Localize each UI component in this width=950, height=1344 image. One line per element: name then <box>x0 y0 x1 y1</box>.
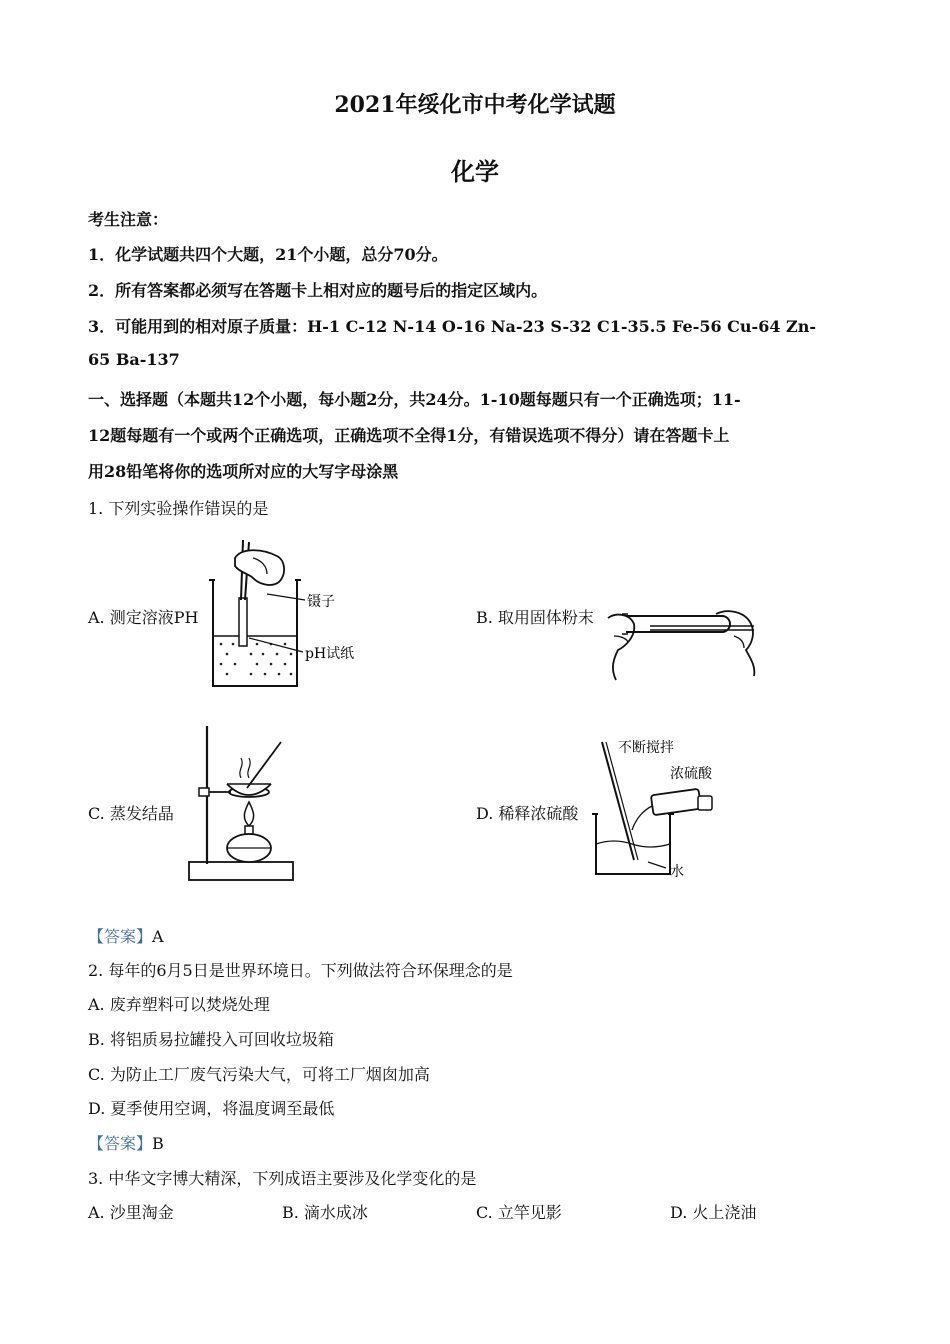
dilution-figure <box>590 738 740 887</box>
answer-tag: 【答案】 <box>88 1134 153 1153</box>
q2-option-a: A. 废弃塑料可以焚烧处理 <box>88 995 270 1014</box>
exam-title: 2021年绥化市中考化学试题 <box>334 92 616 118</box>
ph-test-figure <box>205 538 365 697</box>
q2-option-d: D. 夏季使用空调，将温度调至最低 <box>88 1099 335 1118</box>
q2-option-c: C. 为防止工厂废气污染大气，可将工厂烟囱加高 <box>88 1065 430 1084</box>
notice-item: 65 Ba-137 <box>88 350 180 369</box>
tweezers-label: 镊子 <box>307 594 335 610</box>
q2-answer <box>88 1131 868 1154</box>
question-1-stem: 1. 下列实验操作错误的是 <box>88 499 269 518</box>
q1-answer <box>88 924 868 947</box>
powder-figure <box>604 610 764 694</box>
q3-option-c: C. 立竿见影 <box>476 1203 562 1222</box>
question-3-stem: 3. 中华文字博大精深，下列成语主要涉及化学变化的是 <box>88 1169 477 1188</box>
q3-option-b: B. 滴水成冰 <box>282 1203 368 1222</box>
water-label: 水 <box>670 864 684 880</box>
stir-label: 不断搅拌 <box>618 740 674 756</box>
q1-option-d: D. 稀释浓硫酸 <box>476 804 579 823</box>
notice-item: 2．所有答案都必须写在答题卡上相对应的题号后的指定区域内。 <box>88 281 548 300</box>
notice-item: 1．化学试题共四个大题，21个小题，总分70分。 <box>88 245 448 264</box>
ph-paper-label: pH试纸 <box>305 646 355 662</box>
q2-option-b: B. 将铝质易拉罐投入可回收垃圾箱 <box>88 1030 334 1049</box>
notice-item: 3．可能用到的相对原子质量：H-1 C-12 N-14 O-16 Na-23 S-32 C1-35.5 Fe-56 Cu-64 Zn- <box>88 317 816 336</box>
q1-option-b: B. 取用固体粉末 <box>476 608 594 627</box>
answer-tag: 【答案】 <box>88 927 153 946</box>
q3-option-a: A. 沙里淘金 <box>88 1203 174 1222</box>
evaporation-figure <box>185 722 300 891</box>
q3-option-d: D. 火上浇油 <box>670 1203 757 1222</box>
subject-title: 化学 <box>451 157 499 186</box>
answer-value: B <box>152 1134 164 1153</box>
answer-value: A <box>152 927 164 946</box>
section-heading-line: 12题每题有一个或两个正确选项，正确选项不全得1分，有错误选项不得分）请在答题卡上 <box>88 426 730 445</box>
question-2-stem: 2. 每年的6月5日是世界环境日。下列做法符合环保理念的是 <box>88 961 513 980</box>
notice-heading: 考生注意： <box>88 210 169 229</box>
section-heading-line: 用28铅笔将你的选项所对应的大写字母涂黑 <box>88 462 399 481</box>
acid-label: 浓硫酸 <box>670 766 712 782</box>
q1-option-c: C. 蒸发结晶 <box>88 804 174 823</box>
section-heading-line: 一、选择题（本题共12个小题，每小题2分，共24分。1-10题每题只有一个正确选项；11- <box>88 390 741 409</box>
q1-option-a: A. 测定溶液PH <box>88 608 199 627</box>
